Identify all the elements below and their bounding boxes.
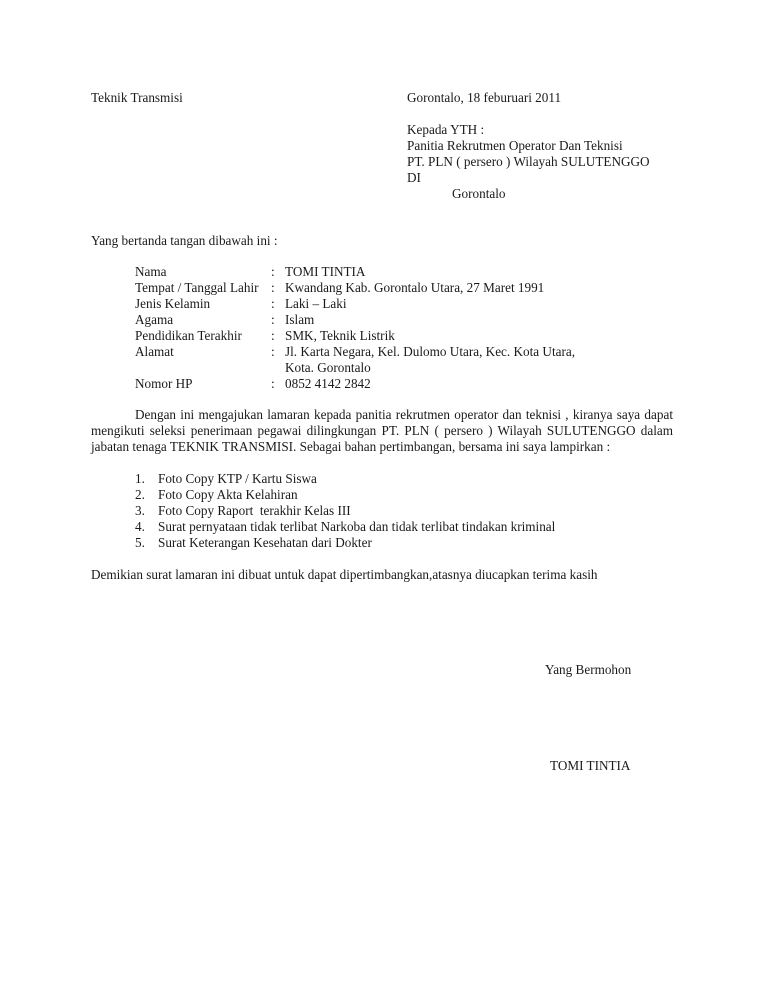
- list-item: [135, 535, 555, 551]
- identity-value: Jl. Karta Negara, Kel. Dulomo Utara, Kec. Kota Utara,: [285, 344, 576, 359]
- identity-row-education: [135, 328, 575, 344]
- closing-text: Demikian surat lamaran ini dibuat untuk dapat dipertimbangkan,atasnya diucapkan terima kasih: [91, 567, 598, 582]
- identity-separator: :: [271, 312, 275, 327]
- list-item: [135, 471, 555, 487]
- identity-row-religion: [135, 312, 575, 328]
- list-item-text: Foto Copy Akta Kelahiran: [158, 487, 298, 502]
- identity-separator: :: [271, 328, 275, 343]
- identity-value: Kota. Gorontalo: [285, 360, 371, 375]
- identity-separator: :: [271, 376, 275, 391]
- list-item: [135, 487, 555, 503]
- attachment-list: [135, 471, 555, 551]
- recipient-line-3: DI: [407, 170, 421, 185]
- identity-value: Kwandang Kab. Gorontalo Utara, 27 Maret 1991: [285, 280, 545, 295]
- signature-name: TOMI TINTIA: [550, 758, 631, 773]
- identity-value: 0852 4142 2842: [285, 376, 371, 391]
- identity-row-address: [135, 344, 575, 360]
- list-item-number: 2.: [135, 487, 145, 502]
- recipient-address: [407, 122, 650, 202]
- list-item-number: 3.: [135, 503, 145, 518]
- identity-separator: :: [271, 264, 275, 279]
- identity-value: SMK, Teknik Listrik: [285, 328, 395, 343]
- list-item-text: Surat pernyataan tidak terlibat Narkoba dan tidak terlibat tindakan kriminal: [158, 519, 556, 534]
- identity-separator: :: [271, 280, 275, 295]
- identity-row-birth: [135, 280, 575, 296]
- identity-table: [135, 264, 575, 392]
- list-item: [135, 503, 555, 519]
- identity-value: TOMI TINTIA: [285, 264, 366, 279]
- place-date: Gorontalo, 18 feburuari 2011: [407, 90, 562, 105]
- identity-label: Jenis Kelamin: [135, 296, 211, 311]
- identity-label: Tempat / Tanggal Lahir: [135, 280, 259, 295]
- identity-row-gender: [135, 296, 575, 312]
- identity-label: Nomor HP: [135, 376, 193, 391]
- recipient-line-2: PT. PLN ( persero ) Wilayah SULUTENGGO: [407, 154, 650, 169]
- list-item-number: 1.: [135, 471, 145, 486]
- identity-label: Nama: [135, 264, 167, 279]
- recipient-city: Gorontalo: [452, 186, 506, 201]
- identity-row-address-cont: [135, 360, 575, 376]
- list-item-number: 4.: [135, 519, 145, 534]
- list-item-text: Foto Copy KTP / Kartu Siswa: [158, 471, 317, 486]
- body-paragraph: [91, 407, 673, 455]
- list-item-text: Foto Copy Raport terakhir Kelas III: [158, 503, 351, 518]
- identity-value: Islam: [285, 312, 315, 327]
- identity-separator: :: [271, 344, 275, 359]
- identity-row-name: [135, 264, 575, 280]
- identity-label: Alamat: [135, 344, 174, 359]
- identity-row-phone: [135, 376, 575, 392]
- letter-subject: Teknik Transmisi: [91, 90, 183, 105]
- list-item-text: Surat Keterangan Kesehatan dari Dokter: [158, 535, 372, 550]
- identity-label: Pendidikan Terakhir: [135, 328, 242, 343]
- list-item-number: 5.: [135, 535, 145, 550]
- identity-label: Agama: [135, 312, 174, 327]
- signature-label: Yang Bermohon: [545, 662, 632, 677]
- recipient-salutation: Kepada YTH :: [407, 122, 485, 137]
- list-item: [135, 519, 555, 535]
- body-paragraph-text: Dengan ini mengajukan lamaran kepada panitia rekrutmen operator dan teknisi , kiranya saya dapat mengikuti seleksi penerimaan pegawai dilingkungan PT. PLN ( persero ) Wilayah SULUTENGGO dalam jabatan tenaga TEKNIK TRANSMISI. Sebagai bahan pertimbangan, bersama ini saya lampirkan :: [91, 407, 673, 454]
- recipient-line-1: Panitia Rekrutmen Operator Dan Teknisi: [407, 138, 623, 153]
- identity-value: Laki – Laki: [285, 296, 347, 311]
- identity-separator: :: [271, 296, 275, 311]
- intro-text: Yang bertanda tangan dibawah ini :: [91, 233, 278, 248]
